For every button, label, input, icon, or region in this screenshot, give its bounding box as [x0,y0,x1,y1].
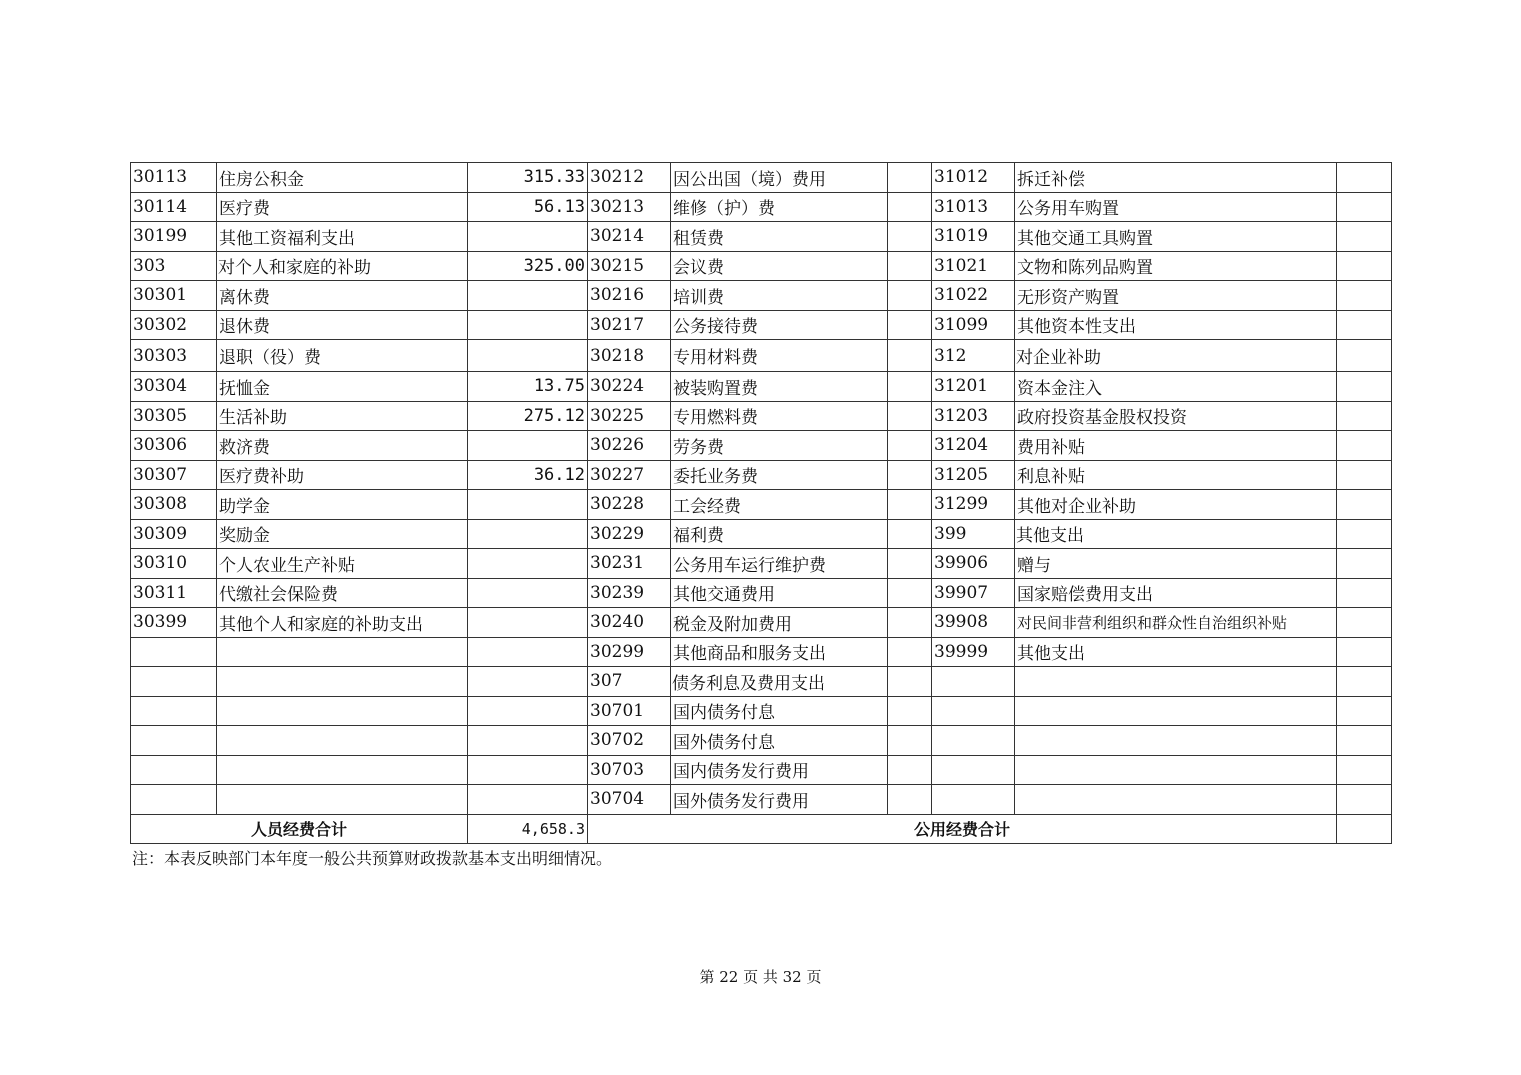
public-amount-cell [888,578,932,608]
capital-name-cell: 拆迁补偿 [1015,163,1337,193]
table-row [131,667,1392,697]
public-amount-cell [888,785,932,815]
personnel-code-cell: 30304 [131,372,217,402]
capital-name-cell: 无形资产购置 [1015,281,1337,311]
capital-amount-cell [1337,755,1392,785]
capital-code-cell: 31201 [932,372,1015,402]
public-amount-cell [888,222,932,252]
public-code-cell: 30226 [588,431,671,461]
personnel-code-cell: 30311 [131,578,217,608]
capital-code-cell [932,785,1015,815]
public-amount-cell [888,549,932,579]
personnel-amount-cell [468,785,588,815]
public-amount-cell [888,726,932,756]
personnel-name-cell: 代缴社会保险费 [217,578,468,608]
personnel-code-cell: 30309 [131,519,217,549]
public-code-cell: 30299 [588,637,671,667]
capital-code-cell: 31019 [932,222,1015,252]
capital-amount-cell [1337,372,1392,402]
table-row [131,608,1392,638]
public-code-cell: 30227 [588,460,671,490]
personnel-name-cell: 医疗费 [217,192,468,222]
personnel-amount-cell: 36.12 [468,460,588,490]
capital-amount-cell [1337,608,1392,638]
public-name-cell: 国外债务付息 [671,726,888,756]
public-code-cell: 30225 [588,401,671,431]
capital-name-cell: 其他支出 [1015,637,1337,667]
public-name-cell: 工会经费 [671,490,888,520]
capital-amount-cell [1337,310,1392,340]
personnel-amount-cell [468,281,588,311]
personnel-code-cell: 30399 [131,608,217,638]
table-row [131,251,1392,281]
personnel-code-cell [131,726,217,756]
public-name-cell: 维修（护）费 [671,192,888,222]
public-name-cell: 专用材料费 [671,340,888,372]
public-amount-cell [888,401,932,431]
public-name-cell: 公务用车运行维护费 [671,549,888,579]
personnel-name-cell [217,667,468,697]
public-amount-cell [888,281,932,311]
capital-name-cell [1015,726,1337,756]
personnel-code-cell: 30310 [131,549,217,579]
capital-name-cell: 其他支出 [1015,519,1337,549]
capital-amount-cell [1337,578,1392,608]
table-note: 注：本表反映部门本年度一般公共预算财政拨款基本支出明细情况。 [132,849,613,868]
public-code-cell: 30213 [588,192,671,222]
capital-name-cell: 资本金注入 [1015,372,1337,402]
personnel-amount-cell: 315.33 [468,163,588,193]
public-name-cell: 培训费 [671,281,888,311]
capital-name-cell [1015,785,1337,815]
personnel-name-cell: 生活补助 [217,401,468,431]
personnel-amount-cell: 56.13 [468,192,588,222]
capital-code-cell: 31203 [932,401,1015,431]
personnel-code-cell [131,637,217,667]
table-row [131,401,1392,431]
capital-amount-cell [1337,163,1392,193]
public-amount-cell [888,755,932,785]
personnel-code-cell: 30303 [131,340,217,372]
public-amount-cell [888,490,932,520]
capital-name-cell: 对民间非营利组织和群众性自治组织补贴 [1015,608,1337,638]
personnel-name-cell: 住房公积金 [217,163,468,193]
personnel-name-cell: 个人农业生产补贴 [217,549,468,579]
capital-amount-cell [1337,281,1392,311]
personnel-name-cell: 退职（役）费 [217,340,468,372]
personnel-name-cell: 其他工资福利支出 [217,222,468,252]
personnel-name-cell: 医疗费补助 [217,460,468,490]
capital-amount-cell [1337,460,1392,490]
capital-name-cell: 其他资本性支出 [1015,310,1337,340]
personnel-name-cell [217,755,468,785]
personnel-name-cell: 抚恤金 [217,372,468,402]
capital-name-cell [1015,667,1337,697]
capital-amount-cell [1337,192,1392,222]
personnel-code-cell: 30199 [131,222,217,252]
capital-name-cell: 费用补贴 [1015,431,1337,461]
table-row [131,519,1392,549]
personnel-code-cell: 30305 [131,401,217,431]
personnel-code-cell: 30113 [131,163,217,193]
personnel-name-cell: 救济费 [217,431,468,461]
public-name-cell: 公务接待费 [671,310,888,340]
personnel-amount-cell [468,222,588,252]
public-amount-cell [888,372,932,402]
personnel-amount-cell [468,755,588,785]
table-row [131,460,1392,490]
personnel-code-cell [131,667,217,697]
personnel-name-cell [217,726,468,756]
capital-amount-cell [1337,696,1392,726]
personnel-name-cell [217,637,468,667]
capital-code-cell: 31099 [932,310,1015,340]
capital-code-cell: 31013 [932,192,1015,222]
capital-amount-cell [1337,251,1392,281]
personnel-code-cell [131,696,217,726]
capital-name-cell: 文物和陈列品购置 [1015,251,1337,281]
page-footer: 第 22 页 共 32 页 [699,968,822,986]
public-name-cell: 委托业务费 [671,460,888,490]
table-row [131,340,1392,372]
capital-code-cell: 399 [932,519,1015,549]
personnel-amount-cell [468,578,588,608]
personnel-name-cell: 退休费 [217,310,468,340]
public-code-cell: 30217 [588,310,671,340]
personnel-amount-cell [468,490,588,520]
personnel-code-cell: 30306 [131,431,217,461]
personnel-amount-cell: 275.12 [468,401,588,431]
table-row [131,431,1392,461]
public-code-cell: 30228 [588,490,671,520]
public-code-cell: 30704 [588,785,671,815]
table-row [131,192,1392,222]
public-name-cell: 因公出国（境）费用 [671,163,888,193]
capital-code-cell: 39906 [932,549,1015,579]
public-amount-cell [888,519,932,549]
public-total-label: 公用经费合计 [588,814,1337,844]
personnel-amount-cell [468,696,588,726]
table-row [131,310,1392,340]
public-amount-cell [888,460,932,490]
capital-amount-cell [1337,431,1392,461]
capital-code-cell [932,696,1015,726]
public-amount-cell [888,163,932,193]
capital-name-cell: 政府投资基金股权投资 [1015,401,1337,431]
capital-code-cell: 31205 [932,460,1015,490]
capital-code-cell [932,726,1015,756]
table-row [131,163,1392,193]
personnel-amount-cell [468,726,588,756]
capital-amount-cell [1337,340,1392,372]
personnel-amount-cell: 325.00 [468,251,588,281]
public-amount-cell [888,192,932,222]
public-code-cell: 30703 [588,755,671,785]
capital-code-cell: 39908 [932,608,1015,638]
public-code-cell: 30701 [588,696,671,726]
public-amount-cell [888,667,932,697]
personnel-total-value: 4,658.3 [468,814,588,844]
public-name-cell: 债务利息及费用支出 [671,667,888,697]
public-name-cell: 劳务费 [671,431,888,461]
capital-code-cell: 31012 [932,163,1015,193]
public-name-cell: 会议费 [671,251,888,281]
personnel-name-cell: 对个人和家庭的补助 [217,251,468,281]
capital-code-cell: 31021 [932,251,1015,281]
public-name-cell: 租赁费 [671,222,888,252]
table-row [131,549,1392,579]
personnel-code-cell: 30308 [131,490,217,520]
capital-amount-cell [1337,785,1392,815]
personnel-amount-cell [468,637,588,667]
public-code-cell: 30224 [588,372,671,402]
table-row [131,490,1392,520]
public-code-cell: 30240 [588,608,671,638]
public-name-cell: 国内债务发行费用 [671,755,888,785]
public-code-cell: 307 [588,667,671,697]
personnel-code-cell: 30302 [131,310,217,340]
capital-code-cell: 31022 [932,281,1015,311]
capital-name-cell: 公务用车购置 [1015,192,1337,222]
public-name-cell: 税金及附加费用 [671,608,888,638]
public-name-cell: 其他交通费用 [671,578,888,608]
capital-name-cell [1015,755,1337,785]
personnel-amount-cell [468,519,588,549]
capital-amount-cell [1337,222,1392,252]
budget-detail-table [130,162,1392,844]
personnel-amount-cell [468,667,588,697]
table-row [131,637,1392,667]
personnel-amount-cell [468,608,588,638]
personnel-name-cell: 助学金 [217,490,468,520]
public-name-cell: 国内债务付息 [671,696,888,726]
public-name-cell: 福利费 [671,519,888,549]
capital-amount-cell [1337,549,1392,579]
capital-name-cell: 赠与 [1015,549,1337,579]
capital-code-cell: 31299 [932,490,1015,520]
personnel-code-cell: 30307 [131,460,217,490]
public-code-cell: 30216 [588,281,671,311]
table-row [131,726,1392,756]
capital-amount-cell [1337,726,1392,756]
table-body [131,163,1392,815]
personnel-code-cell: 303 [131,251,217,281]
public-name-cell: 被装购置费 [671,372,888,402]
capital-name-cell [1015,696,1337,726]
public-name-cell: 国外债务发行费用 [671,785,888,815]
personnel-name-cell [217,785,468,815]
capital-amount-cell [1337,667,1392,697]
public-name-cell: 其他商品和服务支出 [671,637,888,667]
capital-code-cell [932,667,1015,697]
personnel-code-cell: 30114 [131,192,217,222]
personnel-code-cell [131,785,217,815]
capital-code-cell: 31204 [932,431,1015,461]
capital-code-cell [932,755,1015,785]
public-code-cell: 30214 [588,222,671,252]
public-name-cell: 专用燃料费 [671,401,888,431]
table-row [131,281,1392,311]
personnel-name-cell: 奖励金 [217,519,468,549]
public-code-cell: 30212 [588,163,671,193]
table-row [131,755,1392,785]
capital-code-cell: 39999 [932,637,1015,667]
capital-amount-cell [1337,519,1392,549]
personnel-name-cell: 离休费 [217,281,468,311]
public-total-value [1337,814,1392,844]
personnel-amount-cell [468,340,588,372]
personnel-code-cell: 30301 [131,281,217,311]
public-amount-cell [888,310,932,340]
table-row [131,578,1392,608]
capital-code-cell: 312 [932,340,1015,372]
table-row [131,222,1392,252]
capital-name-cell: 利息补贴 [1015,460,1337,490]
capital-name-cell: 对企业补助 [1015,340,1337,372]
capital-code-cell: 39907 [932,578,1015,608]
personnel-name-cell: 其他个人和家庭的补助支出 [217,608,468,638]
public-amount-cell [888,637,932,667]
public-code-cell: 30231 [588,549,671,579]
personnel-code-cell [131,755,217,785]
capital-amount-cell [1337,490,1392,520]
public-code-cell: 30215 [588,251,671,281]
public-amount-cell [888,251,932,281]
public-amount-cell [888,340,932,372]
public-code-cell: 30239 [588,578,671,608]
personnel-amount-cell [468,549,588,579]
capital-amount-cell [1337,637,1392,667]
table-row [131,696,1392,726]
public-code-cell: 30218 [588,340,671,372]
personnel-name-cell [217,696,468,726]
capital-amount-cell [1337,401,1392,431]
personnel-total-label: 人员经费合计 [131,814,468,844]
public-code-cell: 30702 [588,726,671,756]
public-amount-cell [888,431,932,461]
capital-name-cell: 其他对企业补助 [1015,490,1337,520]
personnel-amount-cell [468,310,588,340]
public-amount-cell [888,608,932,638]
capital-name-cell: 其他交通工具购置 [1015,222,1337,252]
totals-row [131,814,1392,844]
table-row [131,785,1392,815]
personnel-amount-cell [468,431,588,461]
personnel-amount-cell: 13.75 [468,372,588,402]
capital-name-cell: 国家赔偿费用支出 [1015,578,1337,608]
table-row [131,372,1392,402]
public-amount-cell [888,696,932,726]
public-code-cell: 30229 [588,519,671,549]
